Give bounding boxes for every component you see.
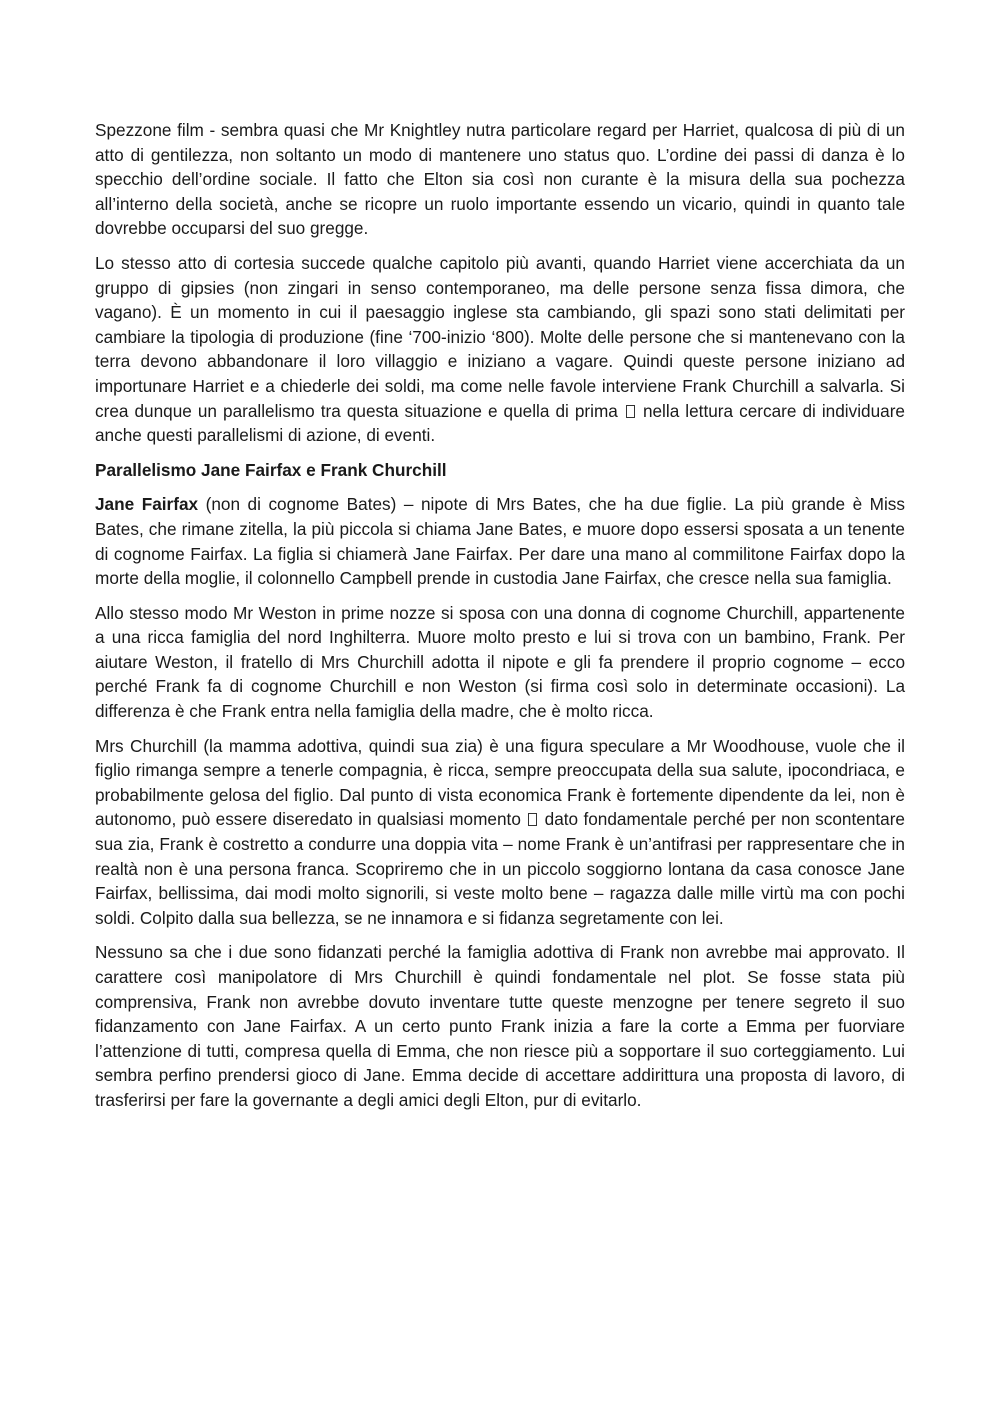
paragraph-text: nella lettura cercare di individuare anche questi parallelismi di azione, di eventi. xyxy=(95,400,905,446)
arrow-placeholder-icon xyxy=(528,813,537,826)
paragraph-text: Lo stesso atto di cortesia succede qualche capitolo più avanti, quando Harriet viene accerchiata da un gruppo di gipsies (non zingari in senso contemporaneo, ma delle persone senza fissa dimora, che vagano). È un momento in cui il paesaggio inglese sta cambiando, gli spazi sono stati delimitati per cambiare la tipologia di produzione (fine ‘700-inizio ‘800). Molte delle persone che si mantenevano con la terra devono abbandonare il loro villaggio e iniziano a vagare. Quindi queste persone iniziano ad importunare Harriet e a chiederle dei soldi, ma come nelle favole interviene Frank Churchill a salvarla. Si crea dunque un parallelismo tra questa situazione e quella di prima xyxy=(95,252,905,421)
section-heading: Parallelismo Jane Fairfax e Frank Churchill xyxy=(95,459,447,480)
paragraph-film-clip xyxy=(95,118,905,241)
paragraph-engagement xyxy=(95,940,905,1112)
paragraph-text: dato fondamentale perché per non scontentare sua zia, Frank è costretto a condurre una doppia vita – nome Frank è un’antifrasi per rappresentare che in realtà non è una persona franca. Scopriremo che in un piccolo soggiorno lontana da casa conosce Jane Fairfax, bellissima, dai modi molto signorili, si veste molto bene – ragazza dalle mille virtù ma con pochi soldi. Colpito dalla sua bellezza, se ne innamora e si fidanza segretamente con lei. xyxy=(95,809,905,928)
paragraph-gipsies xyxy=(95,251,905,448)
paragraph-mr-weston xyxy=(95,601,905,724)
paragraph-jane-fairfax xyxy=(95,492,905,590)
paragraph-text: Allo stesso modo Mr Weston in prime nozze si sposa con una donna di cognome Churchill, appartenente a una ricca famiglia del nord Inghilterra. Muore molto presto e lui si trova con un bambino, Frank. Per aiutare Weston, il fratello di Mrs Churchill adotta il nipote e gli fa prendere il proprio cognome – ecco perché Frank fa di cognome Churchill e non Weston (si firma così solo in determinate occasioni). La differenza è che Frank entra nella famiglia della madre, che è molto ricca. xyxy=(95,602,905,722)
arrow-placeholder-icon xyxy=(626,405,635,418)
paragraph-text: Spezzone film - sembra quasi che Mr Knightley nutra particolare regard per Harriet, qualcosa di più di un atto di gentilezza, non soltanto un modo di mantenere uno status quo. L’ordine dei passi di danza è lo specchio dell’ordine sociale. Il fatto che Elton sia così non curante è la misura della sua pochezza all’interno della società, anche se ricopre un ruolo importante essendo un vicario, quindi in quanto tale dovrebbe occuparsi del suo gregge. xyxy=(95,120,905,239)
bold-name: Jane Fairfax xyxy=(95,494,199,515)
paragraph-mrs-churchill xyxy=(95,734,905,931)
paragraph-text: Nessuno sa che i due sono fidanzati perché la famiglia adottiva di Frank non avrebbe mai approvato. Il carattere così manipolatore di Mrs Churchill è quindi fondamentale nel plot. Se fosse stata più comprensiva, Frank non avrebbe dovuto inventare tutte queste menzogne per tenere segreto il suo fidanzamento con Jane Fairfax. A un certo punto Frank inizia a fare la corte a Emma per fuorviare l’attenzione di tutti, compresa quella di Emma, che non riesce più a sopportare il suo corteggiamento. Lui sembra perfino prendersi gioco di Jane. Emma decide di accettare addirittura una proposta di lavoro, di trasferirsi per fare la governante a degli amici degli Elton, pur di evitarlo. xyxy=(95,942,905,1110)
document-page xyxy=(95,118,905,1123)
paragraph-text: (non di cognome Bates) – nipote di Mrs Bates, che ha due figlie. La più grande è Miss Bates, che rimane zitella, la più piccola si chiama Jane Bates, e muore dopo essersi sposata a un tenente di cognome Fairfax. La figlia si chiamerà Jane Fairfax. Per dare una mano al commilitone Fairfax dopo la morte della moglie, il colonnello Campbell prende in custodia Jane Fairfax, che cresce nella sua famiglia. xyxy=(95,494,905,589)
paragraph-text: Mrs Churchill (la mamma adottiva, quindi sua zia) è una figura speculare a Mr Woodhouse, vuole che il figlio rimanga sempre a tenerle compagnia, è ricca, sempre preoccupata della sua salute, ipocondriaca, e probabilmente gelosa del figlio. Dal punto di vista economica Frank è fortemente dipendente da lei, non è autonomo, può essere diseredato in qualsiasi momento xyxy=(95,735,905,830)
